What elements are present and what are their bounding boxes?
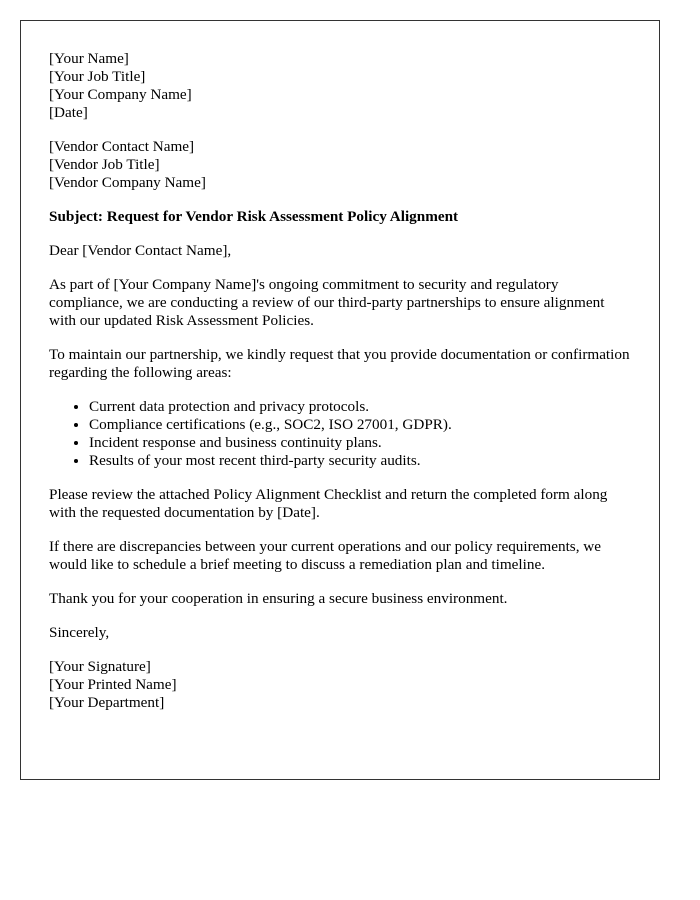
- sender-name: [Your Name]: [49, 50, 129, 67]
- recipient-job-title: [Vendor Job Title]: [49, 156, 160, 173]
- closing: Sincerely,: [49, 624, 110, 641]
- intro-paragraph: As part of [Your Company Name]'s ongoing commitment to security and regulatory compliance, we are conducting a review of our third-party partnerships to ensure alignment with our updated Risk Assessment Policies.: [49, 276, 605, 329]
- printed-name: [Your Printed Name]: [49, 676, 177, 693]
- list-item: • Compliance certifications (e.g., SOC2, ISO 27001, GDPR).: [89, 416, 631, 434]
- discrepancies-paragraph: If there are discrepancies between your current operations and our policy requirements, we would like to schedule a brief meeting to discuss a remediation plan and timeline.: [49, 538, 602, 573]
- letter-page: [20, 20, 660, 780]
- letter-date: [Date]: [49, 104, 88, 121]
- request-paragraph: To maintain our partnership, we kindly request that you provide documentation or confirmation regarding the following areas:: [49, 346, 630, 381]
- thanks-paragraph: Thank you for your cooperation in ensuring a secure business environment.: [49, 590, 508, 607]
- department: [Your Department]: [49, 694, 165, 711]
- list-item: • Incident response and business continuity plans.: [89, 434, 631, 452]
- signature-block: [49, 658, 631, 712]
- areas-list: [49, 398, 631, 470]
- salutation: Dear [Vendor Contact Name],: [49, 242, 232, 259]
- subject-line: Subject: Request for Vendor Risk Assessment Policy Alignment: [49, 208, 459, 225]
- list-item: • Results of your most recent third-party security audits.: [89, 452, 631, 470]
- signature-placeholder: [Your Signature]: [49, 658, 151, 675]
- sender-block: [49, 50, 631, 122]
- sender-job-title: [Your Job Title]: [49, 68, 146, 85]
- recipient-name: [Vendor Contact Name]: [49, 138, 195, 155]
- review-paragraph: Please review the attached Policy Alignment Checklist and return the completed form along with the requested documentation by [Date].: [49, 486, 608, 521]
- list-item: • Current data protection and privacy protocols.: [89, 398, 631, 416]
- recipient-company: [Vendor Company Name]: [49, 174, 206, 191]
- recipient-block: [49, 138, 631, 192]
- sender-company: [Your Company Name]: [49, 86, 192, 103]
